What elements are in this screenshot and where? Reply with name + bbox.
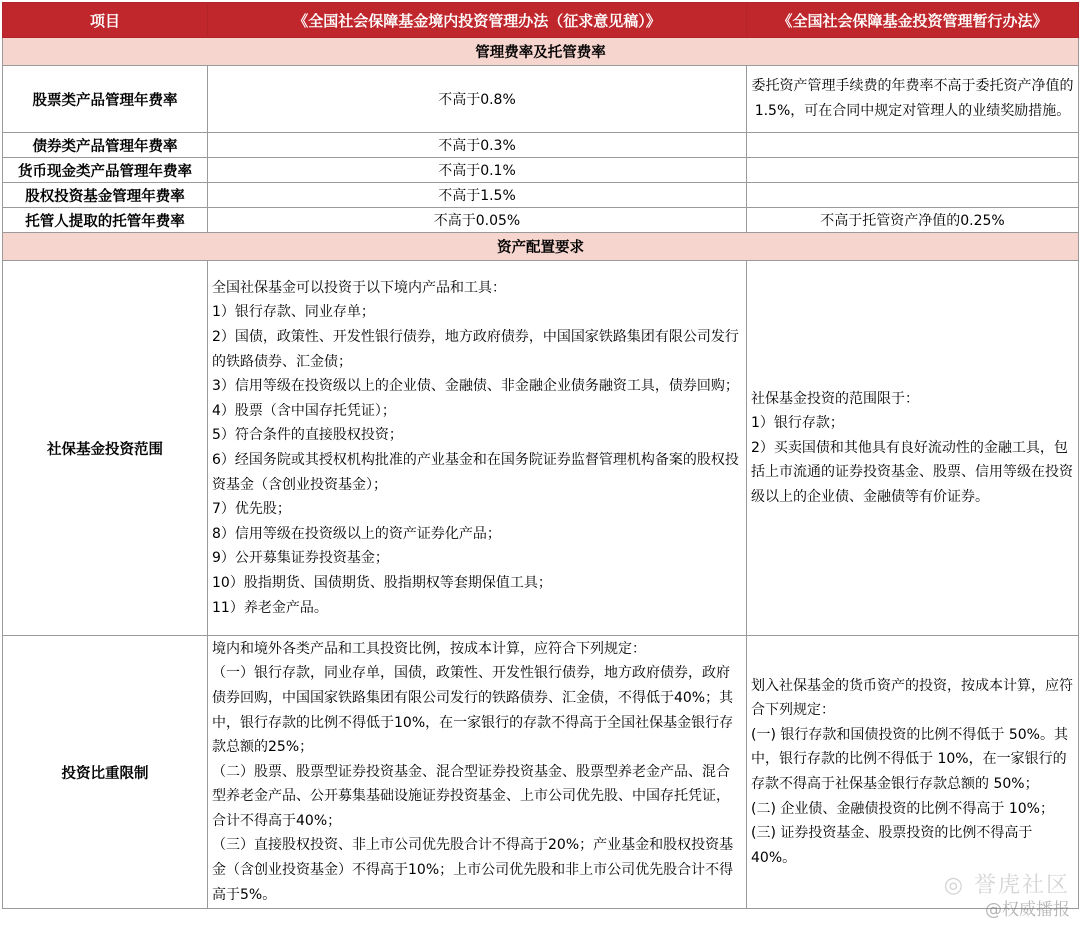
text-line: 境内和境外各类产品和工具投资比例，按成本计算，应符合下列规定： [212, 640, 646, 657]
scope-new-text [208, 261, 747, 636]
header-row [3, 3, 1079, 38]
old-value [747, 183, 1079, 208]
row-label: 托管人提取的托管年费率 [3, 208, 208, 233]
row-label: 投资比重限制 [3, 636, 208, 909]
table-row [3, 158, 1079, 183]
row-label: 社保基金投资范围 [3, 261, 208, 636]
old-value [747, 133, 1079, 158]
new-value: 不高于0.3% [208, 133, 747, 158]
old-value: 委托资产管理手续费的年费率不高于委托资产净值的1.5%，可在合同中规定对管理人的业绩奖励措施。 [747, 66, 1079, 133]
old-value [747, 158, 1079, 183]
text-line: 7）优先股； [212, 501, 291, 518]
row-label: 股权投资基金管理年费率 [3, 183, 208, 208]
text-line: 2）买卖国债和其他具有良好流动性的金融工具，包括上市流通的证券投资基金、股票、信用等级在投资级以上的企业债、金融债等有价证券。 [751, 439, 1073, 505]
table-row-limit [3, 636, 1079, 909]
table-row [3, 133, 1079, 158]
text-line: 社保基金投资的范围限于： [751, 390, 919, 407]
text-line: (三) 证券投资基金、股票投资的比例不得高于 40%。 [751, 825, 1033, 866]
text-line: 11）养老金产品。 [212, 599, 328, 616]
watermark-author: @权威播报 [985, 900, 1070, 920]
text-line: (一) 银行存款和国债投资的比例不得低于 50%。其中，银行存款的比例不得低于 10%，在一家银行的存款不得高于社保基金银行存款总额的 50%； [751, 726, 1068, 792]
text-line: 5）符合条件的直接股权投资； [212, 427, 403, 444]
old-value: 不高于托管资产净值的0.25% [747, 208, 1079, 233]
new-value: 不高于0.1% [208, 158, 747, 183]
table-row-scope [3, 261, 1079, 636]
text-line: 9）公开募集证券投资基金； [212, 550, 389, 567]
text-line: （一）银行存款，同业存单，国债，政策性、开发性银行债券，地方政府债券，政府债券回购，中国国家铁路集团有限公司发行的铁路债券、汇金债，不得低于40%；其中，银行存款的比例不得低于10%，在一家银行的存款不得高于全国社保基金银行存款总额的25%； [212, 665, 734, 756]
section-title-alloc: 资产配置要求 [3, 233, 1079, 261]
text-line: 划入社保基金的货币资产的投资，按成本计算，应符合下列规定： [751, 677, 1073, 719]
table-row [3, 208, 1079, 233]
text-line: 4）股票（含中国存托凭证）； [212, 402, 396, 419]
text-line: 1）银行存款、同业存单； [212, 304, 375, 321]
text-line: 3）信用等级在投资级以上的企业债、金融债、非金融企业债务融资工具，债券回购； [212, 378, 739, 395]
row-label: 债券类产品管理年费率 [3, 133, 208, 158]
section-row-fees [3, 38, 1079, 66]
header-new-regulation: 《全国社会保障基金境内投资管理办法（征求意见稿）》 [208, 3, 747, 38]
text-line: 1）银行存款； [751, 415, 844, 432]
text-line: 8）信用等级在投资级以上的资产证券化产品； [212, 525, 501, 542]
new-value: 不高于0.05% [208, 208, 747, 233]
text-line: 10）股指期货、国债期货、股指期权等套期保值工具； [212, 574, 552, 591]
section-title-fees: 管理费率及托管费率 [3, 38, 1079, 66]
row-label: 货币现金类产品管理年费率 [3, 158, 208, 183]
header-old-regulation: 《全国社会保障基金投资管理暂行办法》 [747, 3, 1079, 38]
row-label: 股票类产品管理年费率 [3, 66, 208, 133]
table-row [3, 66, 1079, 133]
new-value: 不高于1.5% [208, 183, 747, 208]
text-line: 全国社保基金可以投资于以下境内产品和工具： [212, 279, 506, 296]
limit-new-text [208, 636, 747, 909]
table-row [3, 183, 1079, 208]
text-line: (二) 企业债、金融债投资的比例不得高于 10%； [751, 800, 1054, 817]
text-line: 2）国债，政策性、开发性银行债券，地方政府债券，中国国家铁路集团有限公司发行的铁路债券、汇金债； [212, 329, 739, 370]
new-value: 不高于0.8% [208, 66, 747, 133]
scope-old-text [747, 261, 1079, 636]
watermark-community: ◎ 誉虎社区 [943, 873, 1070, 898]
section-row-alloc [3, 233, 1079, 261]
text-line: （二）股票、股票型证券投资基金、混合型证券投资基金、股票型养老金产品、混合型养老金产品、公开募集基础设施证券投资基金、上市公司优先股、中国存托凭证，合计不得高于40%； [212, 763, 730, 829]
limit-old-text [747, 636, 1079, 909]
text-line: 6）经国务院或其授权机构批准的产业基金和在国务院证券监督管理机构备案的股权投资基金（含创业投资基金）； [212, 452, 739, 493]
header-item: 项目 [3, 3, 208, 38]
text-line: （三）直接股权投资、非上市公司优先股合计不得高于20%；产业基金和股权投资基金（含创业投资基金）不得高于10%；上市公司优先股和非上市公司优先股合计不得高于5%。 [212, 837, 734, 903]
comparison-table [2, 2, 1079, 909]
